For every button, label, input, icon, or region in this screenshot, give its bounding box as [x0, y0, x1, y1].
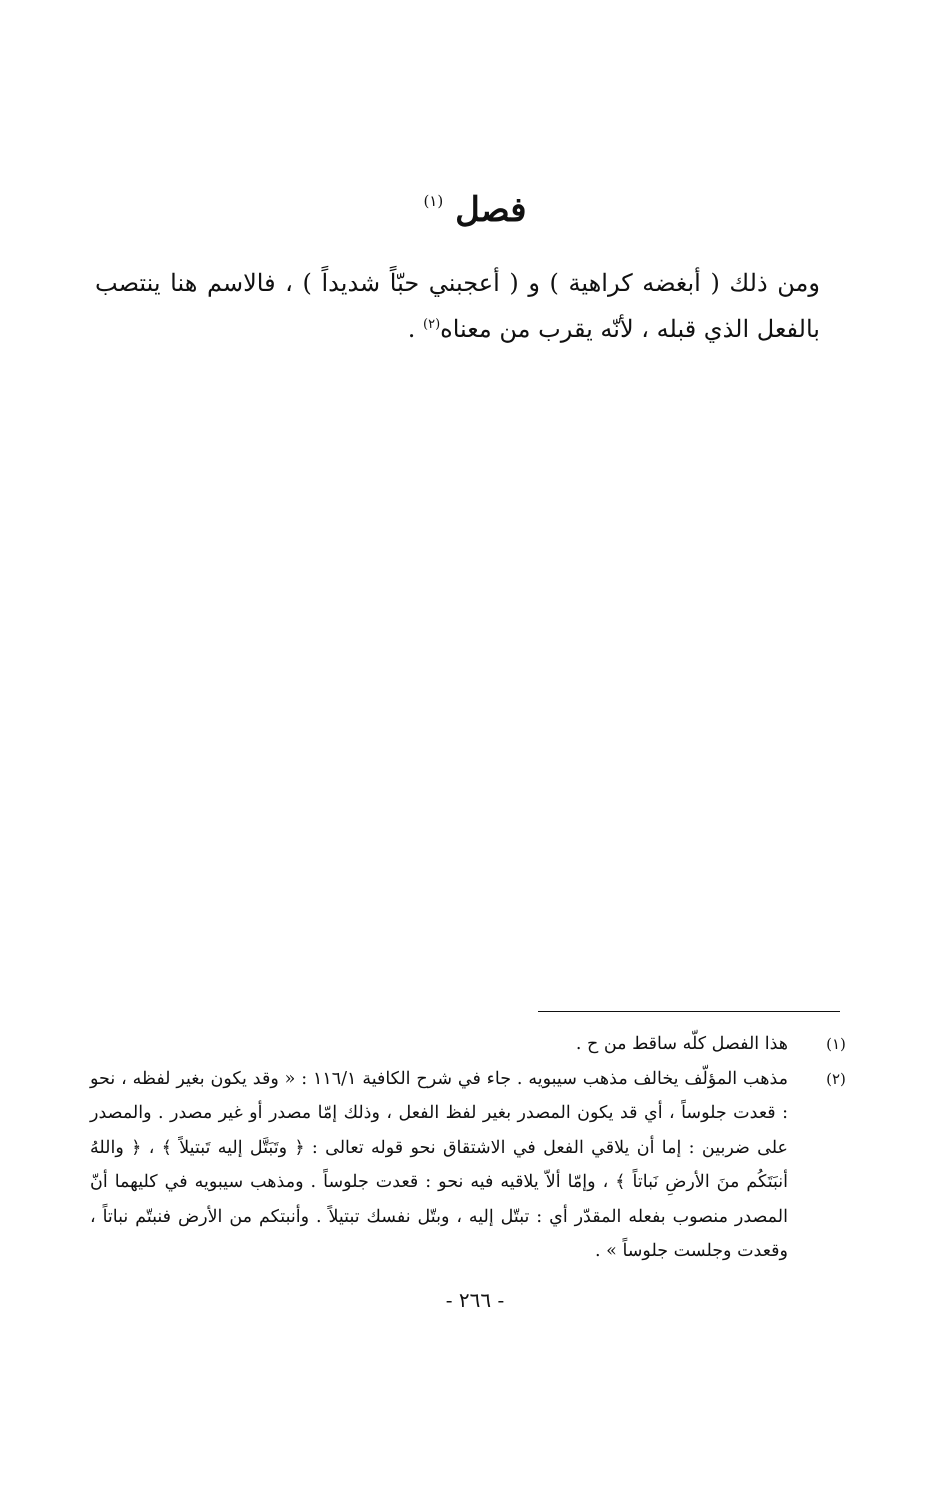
footnote	[90, 1027, 850, 1062]
section-heading	[0, 190, 950, 230]
footnotes	[90, 1027, 850, 1269]
footnote-ref-2: (٢)	[423, 317, 441, 332]
footnote-separator	[538, 1011, 840, 1012]
section-title: فصل	[455, 190, 527, 230]
footnote-number: (٢)	[826, 1069, 846, 1088]
footnote	[90, 1062, 850, 1269]
body-end: .	[407, 315, 424, 343]
page-number: - ٢٦٦ -	[445, 1288, 505, 1312]
footnote-number: (١)	[826, 1035, 846, 1053]
footnote-text: مذهب المؤلّف يخالف مذهب سيبويه . جاء في شرح الكافية ١١٦/١ : « وقد يكون بغير لفظه ، نحو : قعدت جلوساً ، أي قد يكون المصدر بغير لفظ الفعل ، وذلك إمّا مصدر أو غير مصدر . والمصدر على ضربين : إما أن يلاقي الفعل في الاشتقاق نحو قوله تعالى : ﴿ وتَبَتَّل إليه تَبتيلاً ﴾ ، ﴿ واللهُ أنبَتَكُم منَ الأرضِ نَباتاً ﴾ ، وإمّا ألاّ يلاقيه فيه نحو : قعدت جلوساً . ومذهب سيبويه في كليهما أنّ المصدر منصوب بفعله المقدّر أي : تبتّل إليه ، وبتّل نفسك تبتيلاً . وأنبتكم من الأرض فنبتّم نباتاً ، وقعدت وجلست جلوساً » .	[90, 1068, 789, 1261]
footnote-ref-1: (١)	[423, 192, 444, 210]
body-text: ومن ذلك ( أبغضه كراهية ) و ( أعجبني حبّاً شديداً ) ، فالاسم هنا ينتصب بالفعل الذي قبله ، لأنّه يقرب من معناه	[95, 269, 820, 343]
footnote-text: هذا الفصل كلّه ساقط من ح .	[575, 1034, 788, 1054]
body-paragraph	[95, 260, 820, 352]
